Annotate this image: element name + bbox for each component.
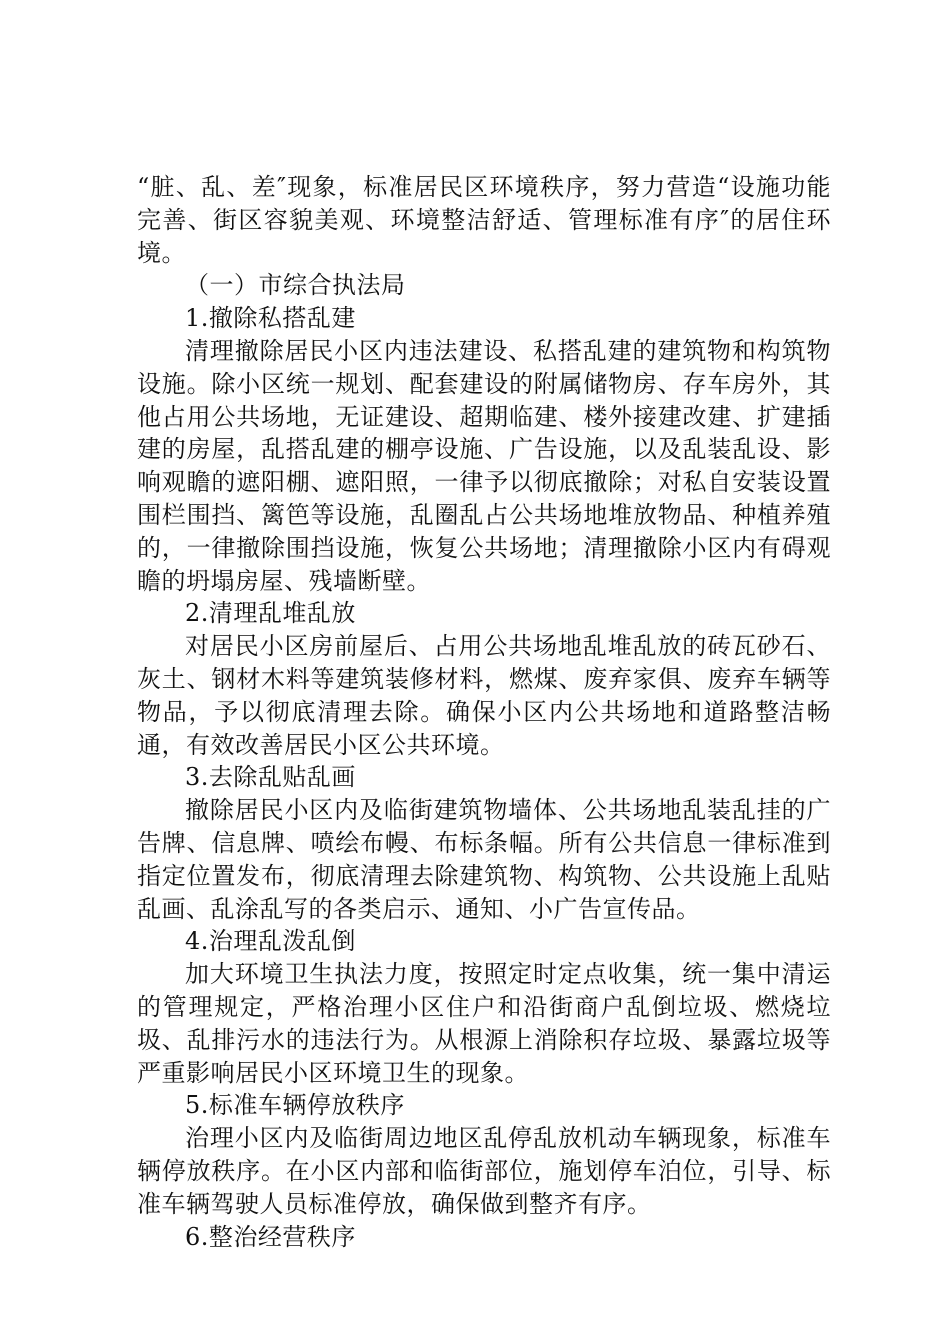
item-heading: 1.撤除私搭乱建 <box>185 304 356 333</box>
item-body: 对居民小区房前屋后、占用公共场地乱堆乱放的砖瓦砂石、灰土、钢材木料等建筑装修材料，燃煤、废弃家俱、废弃车辆等物品，予以彻底清理去除。确保小区内公共场地和道路整洁畅通，有效改善居民小区公共环境。 <box>137 632 831 759</box>
item-body: 撤除居民小区内及临街建筑物墙体、公共场地乱装乱挂的广告牌、信息牌、喷绘布幔、布标条幅。所有公共信息一律标准到指定位置发布，彻底清理去除建筑物、构筑物、公共设施上乱贴乱画、乱涂乱写的各类启示、通知、小广告宣传品。 <box>137 796 831 923</box>
intro-paragraph: “脏、乱、差″现象，标准居民区环境秩序，努力营造“设施功能完善、街区容貌美观、环境整洁舒适、管理标准有序″的居住环境。 <box>137 173 831 267</box>
item-heading: 5.标准车辆停放秩序 <box>185 1091 405 1120</box>
section-title: （一）市综合执法局 <box>185 271 406 300</box>
item-heading: 2.清理乱堆乱放 <box>185 599 356 628</box>
item-heading: 4.治理乱泼乱倒 <box>185 927 356 956</box>
item-body: 治理小区内及临街周边地区乱停乱放机动车辆现象，标准车辆停放秩序。在小区内部和临街部位，施划停车泊位，引导、标准车辆驾驶人员标准停放，确保做到整齐有序。 <box>137 1124 831 1218</box>
document-page <box>137 171 831 1253</box>
item-heading: 3.去除乱贴乱画 <box>185 763 356 792</box>
item-heading: 6.整治经营秩序 <box>185 1222 356 1251</box>
item-body: 清理撤除居民小区内违法建设、私搭乱建的建筑物和构筑物设施。除小区统一规划、配套建设的附属储物房、存车房外，其他占用公共场地，无证建设、超期临建、楼外接建改建、扩建插建的房屋，乱搭乱建的棚亭设施、广告设施，以及乱装乱设、影响观瞻的遮阳棚、遮阳照，一律予以彻底撤除；对私自安装设置围栏围挡、篱笆等设施，乱圈乱占公共场地堆放物品、种植养殖的，一律撤除围挡设施，恢复公共场地；清理撤除小区内有碍观瞻的坍塌房屋、残墙断壁。 <box>137 336 831 595</box>
item-body: 加大环境卫生执法力度，按照定时定点收集，统一集中清运的管理规定，严格治理小区住户和沿街商户乱倒垃圾、燃烧垃圾、乱排污水的违法行为。从根源上消除积存垃圾、暴露垃圾等严重影响居民小区环境卫生的现象。 <box>137 960 831 1087</box>
